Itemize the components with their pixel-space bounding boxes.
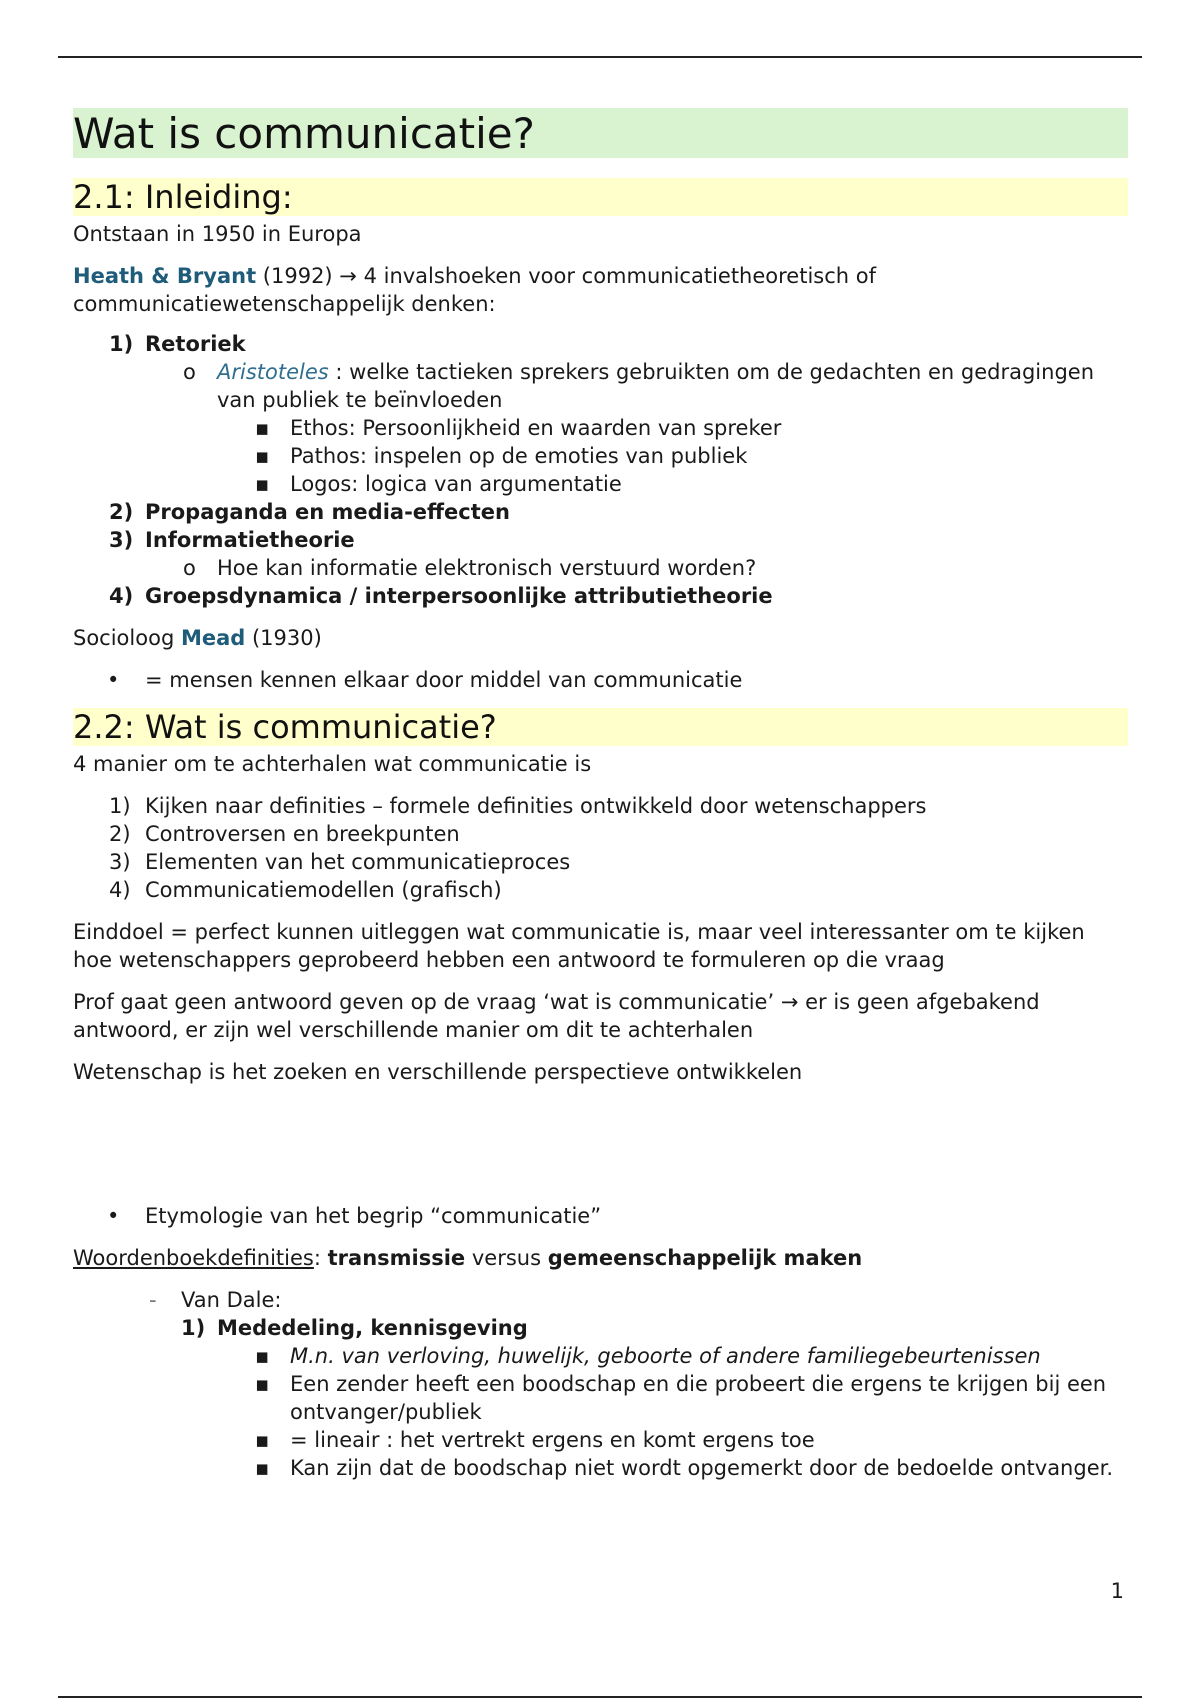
paragraph-wetenschap: Wetenschap is het zoeken en verschillende perspectieve ontwikkelen	[73, 1060, 803, 1084]
list-item: 2) Controversen en breekpunten	[109, 822, 460, 846]
page-title: Wat is communicatie?	[73, 108, 1128, 158]
list-item: 4) Communicatiemodellen (grafisch)	[109, 878, 502, 902]
approaches-list	[73, 330, 1128, 610]
paragraph-einddoel: Einddoel = perfect kunnen uitleggen wat communicatie is, maar veel interessanter om te kijken hoe wetenschappers geprobeerd hebben een antwoord te formuleren op die vraag	[73, 920, 1085, 972]
list-item: 1) Retoriek	[109, 332, 246, 356]
list-item: ▪ M.n. van verloving, huwelijk, geboorte of andere familiegebeurtenissen	[255, 1344, 1041, 1368]
section-heading-inleiding: 2.1: Inleiding:	[73, 178, 1128, 216]
paragraph-mead: Socioloog Mead (1930)	[73, 626, 322, 650]
paragraph-intro: 4 manier om te achterhalen wat communicatie is	[73, 752, 592, 776]
aristoteles-name: Aristoteles	[217, 360, 329, 384]
methods-list	[73, 792, 1128, 904]
paragraph-woordenboek: Woordenboekdefinities: transmissie versus gemeenschappelijk maken	[73, 1246, 863, 1270]
list-item: ▪ Kan zijn dat de boodschap niet wordt opgemerkt door de bedoelde ontvanger.	[255, 1456, 1113, 1480]
list-item: 3) Elementen van het communicatieproces	[109, 850, 571, 874]
top-rule	[58, 56, 1142, 58]
bottom-rule	[58, 1696, 1142, 1698]
list-item: ▪ = lineair : het vertrekt ergens en komt ergens toe	[255, 1428, 815, 1452]
list-item: 1) Mededeling, kennisgeving	[181, 1316, 528, 1340]
list-item: o Aristoteles : welke tactieken sprekers gebruikten om de gedachten en gedragingen van publiek te beïnvloeden	[183, 360, 1095, 412]
document-body	[73, 108, 1128, 1482]
list-item: 2) Propaganda en media-effecten	[109, 500, 510, 524]
list-item: 4) Groepsdynamica / interpersoonlijke attributietheorie	[109, 584, 773, 608]
page-number: 1	[1110, 1579, 1124, 1603]
spacer	[73, 1100, 1128, 1202]
paragraph-prof: Prof gaat geen antwoord geven op de vraag ‘wat is communicatie’ → er is geen afgebakend antwoord, er zijn wel verschillende manier om dit te achterhalen	[73, 990, 1040, 1042]
author-name: Mead	[180, 626, 246, 650]
list-item: ▪ Een zender heeft een boodschap en die probeert die ergens te krijgen bij een ontvanger/publiek	[255, 1372, 1107, 1424]
author-name: Heath & Bryant	[73, 264, 257, 288]
list-item: - Van Dale:	[149, 1288, 282, 1312]
list-item: • = mensen kennen elkaar door middel van communicatie	[107, 668, 743, 692]
paragraph-heath-bryant: Heath & Bryant (1992) → 4 invalshoeken voor communicatietheoretisch of communicatiewetenschappelijk denken:	[73, 264, 877, 316]
list-item: ▪ Ethos: Persoonlijkheid en waarden van spreker	[255, 416, 782, 440]
list-item: o Hoe kan informatie elektronisch verstuurd worden?	[183, 556, 757, 580]
paragraph-origin: Ontstaan in 1950 in Europa	[73, 222, 362, 246]
list-item: 3) Informatietheorie	[109, 528, 355, 552]
list-item: 1) Kijken naar definities – formele definities ontwikkeld door wetenschappers	[109, 794, 927, 818]
vandale-list	[73, 1286, 1128, 1482]
list-item: ▪ Logos: logica van argumentatie	[255, 472, 622, 496]
list-item: ▪ Pathos: inspelen op de emoties van publiek	[255, 444, 748, 468]
section-heading-wat-is-communicatie: 2.2: Wat is communicatie?	[73, 708, 1128, 746]
list-item: • Etymologie van het begrip “communicatie”	[107, 1204, 602, 1228]
